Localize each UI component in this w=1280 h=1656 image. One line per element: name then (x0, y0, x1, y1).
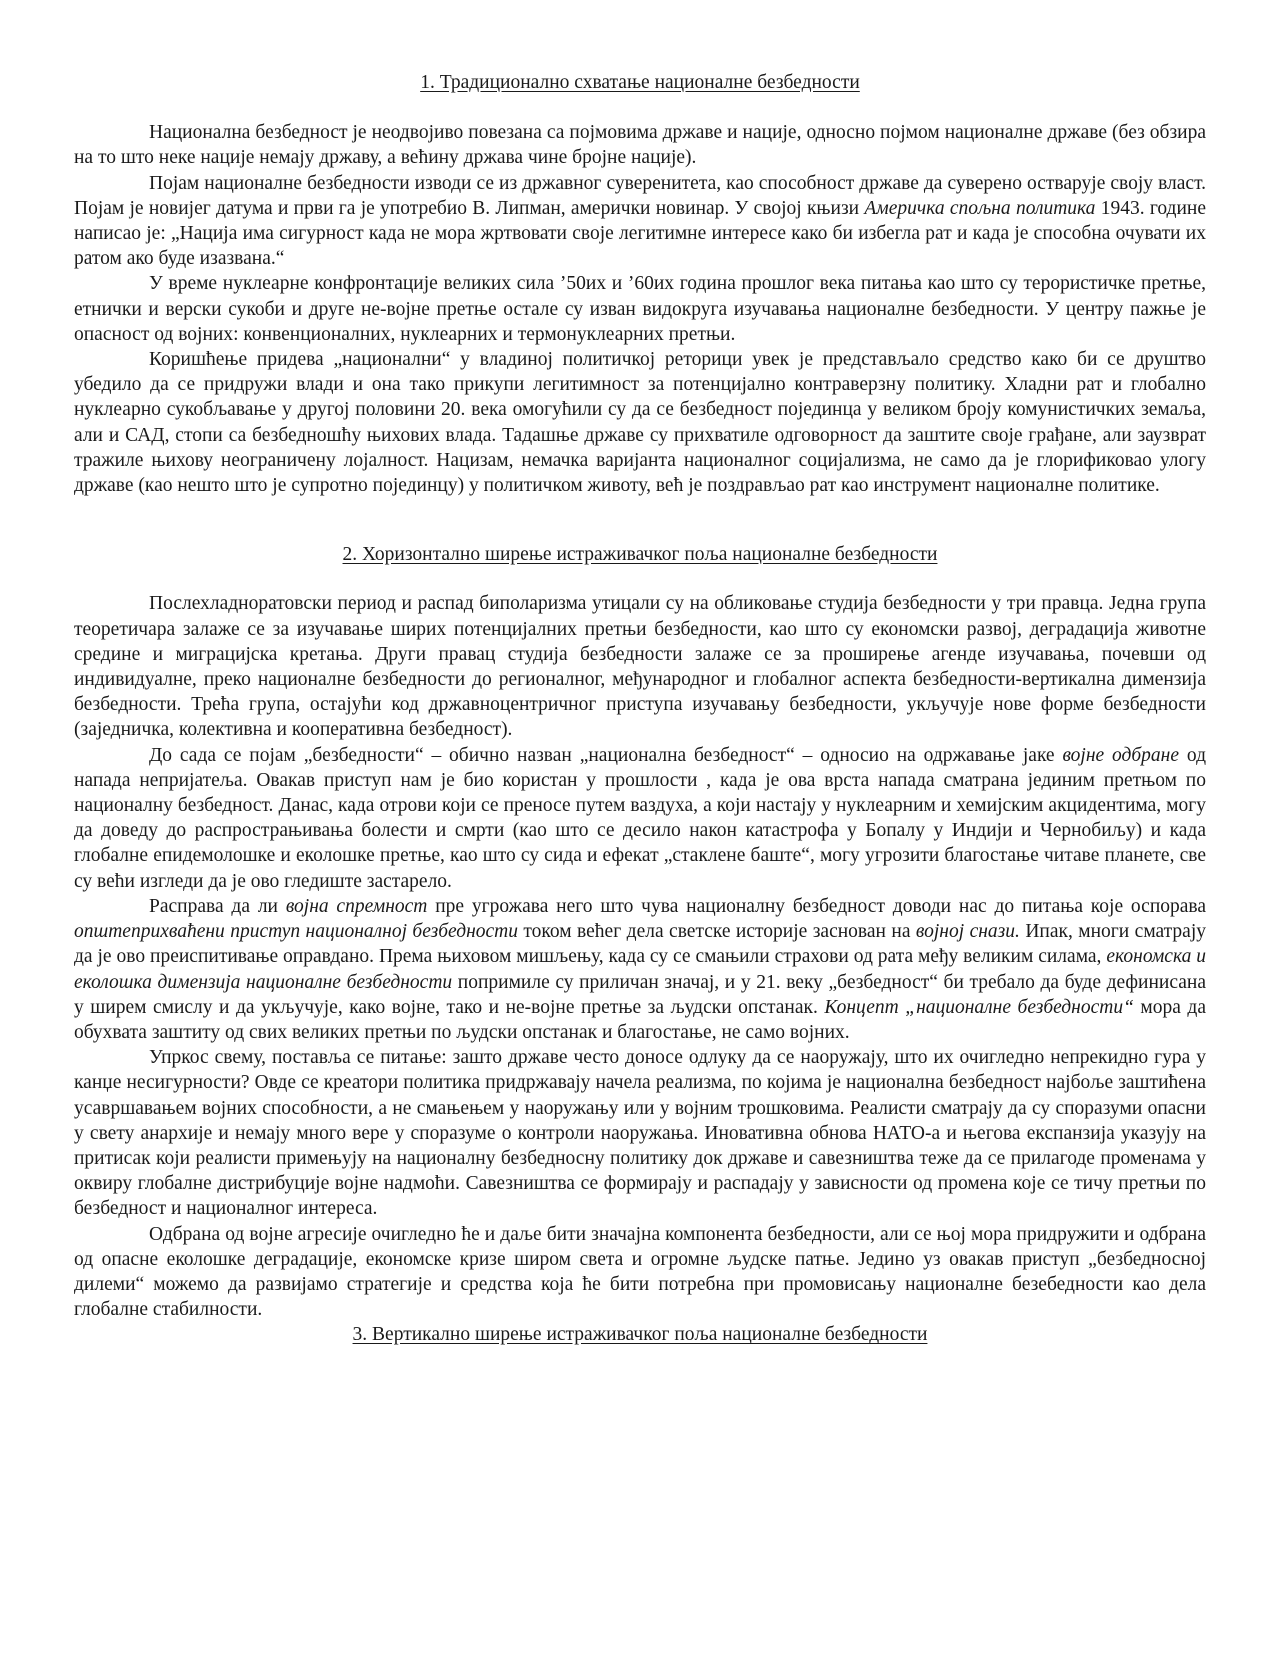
paragraph-text: Расправа да ли (149, 895, 286, 917)
paragraph-text: попримиле су приличан значај, и у 21. веку „безбедност“ би требало да буде дефинисана у ширем смислу и да укључује, како војне, тако и не-војне претње за људски опстанак. (74, 971, 1206, 1018)
paragraph-text: Ипак, многи сматрају да је ово преиспитивање оправдано. Према њиховом мишљењу, када су се смањили страхови од рата међу великим силама, (74, 921, 1207, 968)
paragraph-text: током већег дела светске историје заснован на (517, 921, 916, 943)
emphasis-text: војна спремност (285, 895, 428, 917)
paragraph (74, 894, 1206, 1045)
document-page (74, 70, 1206, 1348)
book-title: Америчка спољна политика (864, 197, 1096, 219)
emphasis-text: општеприхваћени приступ националној безбедности (74, 921, 518, 943)
paragraph-text: Национална безбедност је неодвојиво повезана са појмовима државе и нације, односно појмом националне државе (без обзира на то што неке нације немају државу, а већину држава чине бројне нације). (74, 122, 1206, 169)
paragraph-text: Одбрана од војне агресије очигледно ће и даље бити значајна компонента безбедности, али се њој мора придружити и одбрана од опасне еколошке деградације, економске кризе широм света и огромне људске патње. Једино уз овакав приступ „безбедносној дилеми“ можемо да развијамо стратегије и средства која ће бити потребна при промовисању националне безебедности као дела глобалне стабилности. (74, 1223, 1206, 1321)
section-heading-3: 3. Вертикално ширење истраживачког поља националне безбедности (352, 1324, 928, 1346)
paragraph (74, 1222, 1206, 1323)
section-heading-2: 2. Хоризонтално ширење истраживачког поља националне безбедности (342, 544, 938, 566)
paragraph-text: Послехладноратовски период и распад биполаризма утицали су на обликовање студија безбедности у три правца. Једна група теоретичара залаже се за изучавање ширих потенцијалних претњи безбедности, као што су економски развој, деградација животне средине и миграцијска кретања. Други правац студија безбедности залаже се за проширење агенде изучавања, почевши од индивидуалне, преко националне безбедности до регионалног, међународног и глобалног аспекта безбедности-вертикална димензија безбедности. Трећа група, остајући код државноцентричног приступа изучавању безбедности, укључује нове форме безбедности (заједничка, колективна и кооперативна безбедност). (74, 593, 1206, 741)
emphasis-text: војне одбране (1062, 744, 1180, 766)
paragraph-text: мора да обухвата заштиту од свих великих претњи по људски опстанак и благостање, не само војних. (74, 996, 1206, 1043)
emphasis-text: Концепт „националне безбедности“ (824, 996, 1134, 1018)
paragraph-text: Коришћење придева „национални“ у владиној политичкој реторици увек је представљало средство како би се друштво убедило да се придружи влади и она тако прикупи легитимност за потенцијално контраверзну политику. Хладни рат и глобално нуклеарно сукобљавање у другој половини 20. века омогућили су да се безбедност појединца у великом броју комунистичких земаља, али и САД, стопи са безбедношћу њихових влада. Тадашње државе су прихватиле одговорност да заштите своје грађане, али заузврат тражиле њихову неограничену лојалност. Нацизам, немачка варијанта националног социјализма, не само да је глорификовао улогу државе (као нешто што је супротно појединцу) у политичком животу, већ је поздрављао рат као инструмент националне политике. (74, 349, 1206, 497)
paragraph-text: До сада се појам „безбедности“ – обично назван „национална безбедност“ – односио на одржавање јаке (149, 744, 1063, 766)
paragraph (74, 120, 1206, 170)
paragraph-text: У време нуклеарне конфронтације великих сила ’50их и ’60их година прошлог века питања као што су терористичке претње, етнички и верски сукоби и друге не-војне претње остале су изван видокруга изучавања националне безбедности. У центру пажње је опасност од војних: конвенционалних, нуклеарних и термонуклеарних претњи. (74, 273, 1206, 345)
section-heading-1: 1. Традиционално схватање националне безбедности (420, 72, 860, 93)
paragraph-text: 1943. године написао је: „Нација има сигурност када не мора жртвовати своје легитимне интересе како би избегла рат и када је способна очувати их ратом ако буде изазвана.“ (74, 197, 1206, 270)
paragraph (74, 743, 1206, 894)
emphasis-text: економска и еколошка димензија националне безбедности (74, 946, 1207, 993)
paragraph (74, 591, 1206, 742)
paragraph (74, 171, 1206, 272)
paragraph (74, 347, 1206, 498)
paragraph-text: од напада непријатеља. Овакав приступ нам је био користан у прошлости , када је ова врста напада сматрана јединим претњом по националну безбедност. Данас, када отрови који се преносе путем ваздуха, а који настају у нуклеарним и хемијским акцидентима, могу да доведу до распрострањивања болести и смрти (као што се десило након катастрофа у Бопалу у Индији и Чернобиљу) и када глобалне епидемолошке и еколошке претње, као што су сида и ефекат „стаклене баште“, могу угрозити благостање читаве планете, све су већи изгледи да је ово гледиште застарело. (74, 744, 1206, 892)
paragraph-text: пре угрожава него што чува националну безбедност доводи нас до питања које оспорава (427, 895, 1207, 917)
paragraph-text: Упркос свему, поставља се питање: зашто државе често доносе одлуку да се наоружају, што их очигледно непрекидно гура у канџе несигурности? Овде се креатори политика придржавају начела реализма, по којима је национална безбедност најбоље заштићена усавршавањем војних способности, а не смањењем у наоружању или у војним трошковима. Реалисти сматрају да су споразуми опасни у свету анархије и немају много вере у споразуме о контроли наоружања. Иновативна обнова НАТО-а и његова експанзија указују на притисак који реалисти примењују на националну безбедносну политику док државе и савезништва теже да се прилагоде променама у оквиру глобалне дистрибуције војне надмоћи. Савезништва се формирају и распадају у зависности од промена које се тичу претњи по безбедност и националног интереса. (74, 1047, 1206, 1220)
paragraph-text: Појам националне безбедности изводи се из државног суверенитета, као способност државе да суверено остварује своју власт. Појам је новијег датума и први га је употребио В. Липман, амерички новинар. У својој књизи (74, 172, 1206, 219)
paragraph (74, 271, 1206, 347)
paragraph (74, 1045, 1206, 1221)
emphasis-text: војној снази. (915, 921, 1020, 943)
